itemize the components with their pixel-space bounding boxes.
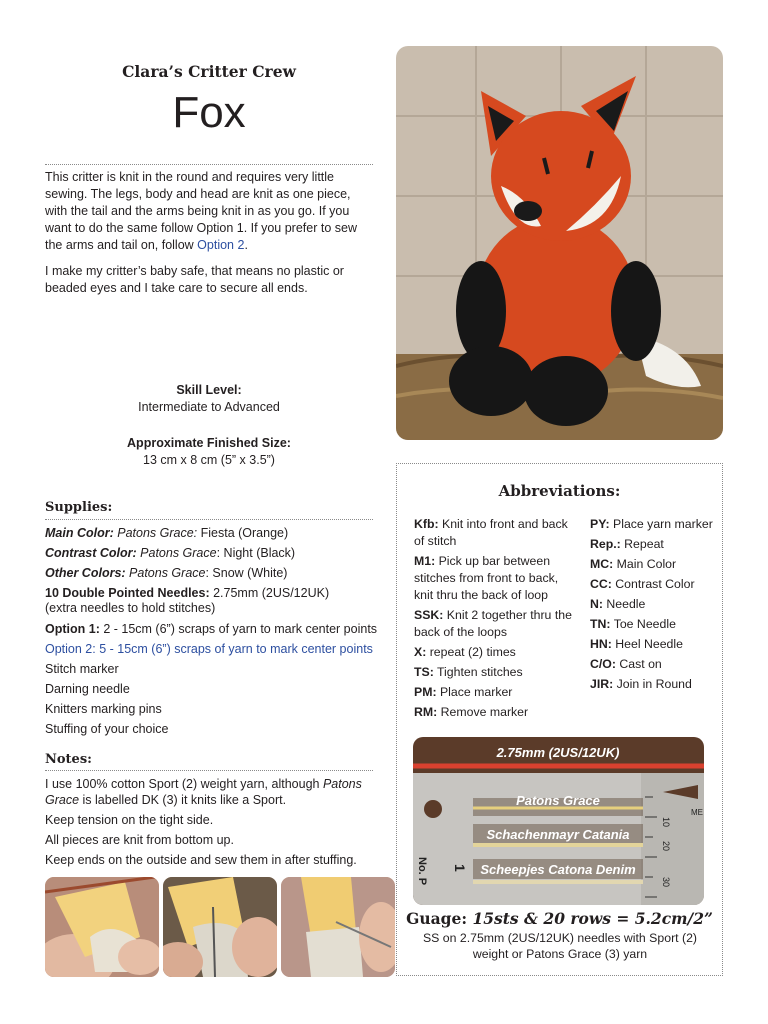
- supply-item: Stitch marker: [45, 662, 119, 676]
- abbreviation-item: MC: Main Color: [590, 557, 677, 571]
- abbreviation-item: TN: Toe Needle: [590, 617, 676, 631]
- supplies-heading: Supplies:: [45, 500, 113, 515]
- abbreviation-item: PM: Place marker: [414, 685, 513, 699]
- abbreviations-heading: Abbreviations:: [498, 482, 621, 500]
- supply-item: Darning needle: [45, 682, 130, 696]
- finished-size-label: Approximate Finished Size:: [127, 436, 291, 450]
- intro-text: [45, 169, 375, 306]
- ruler-number: 20: [661, 841, 671, 852]
- title-divider: [45, 164, 373, 165]
- supply-option-1: Option 1: 2 - 15cm (6”) scraps of yarn to mark center points: [45, 622, 378, 636]
- ruler-number: 10: [661, 817, 671, 828]
- abbreviations-right-column: [590, 516, 722, 696]
- skill-level-value: Intermediate to Advanced: [138, 400, 280, 414]
- supply-option-2: Option 2: 5 - 15cm (6”) scraps of yarn to mark center points: [45, 642, 373, 656]
- note-item: All pieces are knit from bottom up.: [45, 833, 234, 847]
- abbreviation-item: M1: Pick up bar between stitches from front to back, knit thru the back of loop: [414, 554, 559, 602]
- abbreviation-item: HN: Heel Needle: [590, 637, 683, 651]
- gauge-comparison-photo: [413, 737, 704, 905]
- ruler-marking: ME: [691, 808, 703, 817]
- supplies-divider: [45, 519, 373, 520]
- intro-paragraph-2: I make my critter’s baby safe, that means no plastic or beaded eyes and I take care to secure all ends.: [45, 264, 344, 295]
- abbreviation-item: C/O: Cast on: [590, 657, 662, 671]
- abbreviation-item: X: repeat (2) times: [414, 645, 516, 659]
- gauge-description: SS on 2.75mm (2US/12UK) needles with Sport (2) weight or Patons Grace (3) yarn: [422, 931, 698, 961]
- knitting-photo-3: [281, 877, 395, 977]
- abbreviation-item: Kfb: Knit into front and back of stitch: [414, 517, 568, 548]
- ruler-marking: No. P: [416, 857, 428, 886]
- notes-divider: [45, 770, 373, 771]
- notes-list: [45, 776, 380, 872]
- abbreviation-item: Rep.: Repeat: [590, 537, 664, 551]
- page-title: Fox: [172, 88, 246, 137]
- brand-name: Clara’s Critter Crew: [122, 62, 296, 81]
- abbreviation-item: RM: Remove marker: [414, 705, 529, 719]
- abbreviation-item: N: Needle: [590, 597, 646, 611]
- supply-other-colors: Other Colors: Patons Grace: Snow (White): [45, 566, 288, 580]
- finished-size: [45, 435, 373, 469]
- gauge-heading: Guage: 15sts & 20 rows = 5.2cm/2”: [406, 909, 713, 928]
- yarn-label-schachenmayr: Schachenmayr Catania: [486, 827, 630, 842]
- supplies-list: [45, 523, 380, 739]
- supply-item: Stuffing of your choice: [45, 722, 169, 736]
- knitting-photo-1: [45, 877, 159, 977]
- needle-size-label: 2.75mm (2US/12UK): [496, 745, 620, 760]
- abbreviation-item: CC: Contrast Color: [590, 577, 695, 591]
- fox-toy-photo: [396, 46, 723, 440]
- abbreviation-item: JIR: Join in Round: [590, 677, 692, 691]
- ruler-number: 30: [661, 877, 671, 888]
- supply-needles: 10 Double Pointed Needles: 2.75mm (2US/12UK): [45, 586, 330, 600]
- supply-needles-extra: (extra needles to hold stitches): [45, 601, 216, 615]
- knitting-photo-2: [163, 877, 277, 977]
- supply-main-color: Main Color: Patons Grace: Fiesta (Orange): [45, 526, 289, 540]
- note-item: Keep ends on the outside and sew them in after stuffing.: [45, 853, 357, 867]
- abbreviation-item: TS: Tighten stitches: [414, 665, 523, 679]
- supply-item: Knitters marking pins: [45, 702, 162, 716]
- abbreviation-item: SSK: Knit 2 together thru the back of the loops: [414, 608, 572, 639]
- skill-level-label: Skill Level:: [176, 383, 242, 397]
- ruler-marking: 1: [452, 864, 468, 872]
- option-2-link[interactable]: Option 2: [197, 238, 245, 252]
- notes-heading: Notes:: [45, 752, 92, 767]
- yarn-label-patons: Patons Grace: [516, 793, 600, 808]
- abbreviations-left-column: [414, 516, 574, 724]
- knitting-process-photos: [45, 877, 395, 977]
- abbreviation-item: PY: Place yarn marker: [590, 517, 713, 531]
- finished-size-value: 13 cm x 8 cm (5” x 3.5”): [143, 453, 275, 467]
- note-item: Keep tension on the tight side.: [45, 813, 214, 827]
- supply-contrast-color: Contrast Color: Patons Grace: Night (Black): [45, 546, 296, 560]
- yarn-label-scheepjes: Scheepjes Catona Denim: [480, 862, 636, 877]
- intro-paragraph-1: This critter is knit in the round and requires very little sewing. The legs, body and head are knit as one piece, with the tail and the arms being knit in as you go. If you want to do the same follow Option 1. If you prefer to sew the arms and tail on, follow Option 2.: [45, 170, 357, 252]
- skill-level: [45, 382, 373, 416]
- note-item: I use 100% cotton Sport (2) weight yarn, although Patons Grace is labelled DK (3) it knits like a Sport.: [45, 777, 362, 807]
